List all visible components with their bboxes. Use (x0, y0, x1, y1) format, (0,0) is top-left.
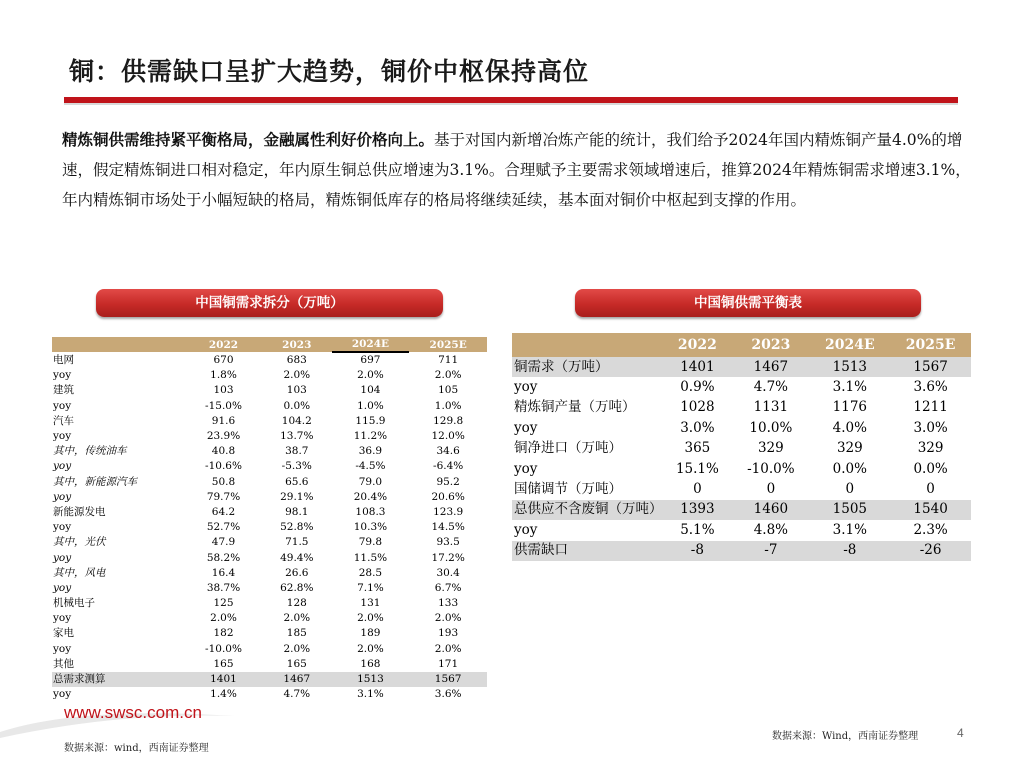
table-cell: 1.0% (434, 399, 462, 412)
table-cell: 2.3% (913, 521, 948, 538)
header-cell: 2024E (332, 337, 410, 352)
table-row (52, 581, 487, 596)
table-cell: 4.8% (753, 521, 789, 538)
table-cell: 0.0% (283, 399, 311, 412)
row-label: 其中，传统油车 (53, 445, 127, 458)
table-row (52, 490, 487, 505)
table-cell: 3.1% (832, 379, 867, 396)
table-cell: 165 (286, 657, 307, 670)
table-row (512, 541, 971, 561)
table-cell: 2.0% (283, 642, 311, 655)
table-cell: 125 (213, 597, 234, 610)
table-cell: 20.6% (431, 490, 465, 503)
table-row (52, 550, 487, 565)
table-cell: 4.7% (753, 379, 789, 396)
table-cell: 1540 (890, 500, 971, 520)
table-cell: 2.0% (283, 612, 311, 625)
table-cell: 1.0% (357, 399, 384, 412)
row-label: 铜净进口（万吨） (514, 440, 622, 457)
table-cell: 0.0% (913, 460, 948, 477)
table-cell: 3.0% (680, 419, 715, 436)
table-cell: -4.5% (355, 460, 386, 473)
table-cell: 28.5 (358, 566, 383, 579)
table-cell: 670 (213, 353, 234, 366)
table-row (52, 429, 487, 444)
table-cell: 131 (360, 597, 381, 610)
table-row (52, 626, 487, 641)
table-cell: 2.0% (357, 369, 384, 382)
table-row (512, 377, 971, 397)
table-cell: 10.3% (353, 521, 388, 534)
row-label: 建筑 (53, 384, 74, 397)
table-row (512, 398, 971, 418)
table-cell: 52.7% (206, 521, 241, 534)
table-cell: 697 (360, 354, 381, 367)
row-label: yoy (514, 521, 538, 538)
table-cell: 185 (286, 627, 307, 640)
table-cell: -6.4% (433, 460, 464, 473)
table-row (512, 500, 971, 520)
row-label: 机械电子 (53, 597, 95, 610)
table-cell: 6.7% (434, 581, 462, 594)
table-cell: 49.4% (280, 551, 314, 564)
table-cell: -7 (732, 541, 809, 561)
table-cell: 2.0% (357, 642, 384, 655)
table-cell: 0 (693, 481, 702, 498)
table-cell: 365 (684, 440, 711, 457)
table-cell: 2.0% (283, 369, 311, 382)
row-label: 其他 (53, 657, 74, 670)
table-cell: 36.9 (358, 445, 383, 458)
row-label: yoy (53, 642, 72, 655)
table-row (512, 520, 971, 540)
table-cell: 1513 (809, 357, 890, 377)
table-cell: 50.8 (211, 475, 236, 488)
table-cell: 0 (926, 481, 935, 498)
table-cell: 29.1% (280, 490, 314, 503)
table-row (52, 459, 487, 474)
table-cell: 1028 (680, 399, 715, 416)
table-cell: 38.7% (206, 581, 241, 594)
header-cell: 2023 (262, 337, 332, 352)
table-cell: 129.8 (433, 414, 464, 427)
table-cell: 2.0% (210, 612, 237, 625)
table-cell: 1.4% (210, 688, 237, 701)
table-row (52, 657, 487, 672)
table-cell: 683 (286, 353, 307, 366)
table-cell: 2.0% (434, 612, 462, 625)
table-cell: 0.9% (680, 379, 715, 396)
table-cell: 329 (757, 440, 784, 457)
table-cell: 11.2% (353, 430, 388, 443)
table-cell: 108.3 (355, 505, 386, 518)
table-cell: 1567 (890, 357, 971, 377)
table-cell: 0.0% (832, 460, 867, 477)
table-cell: 71.5 (285, 536, 309, 549)
table-cell: -26 (890, 541, 971, 561)
table-cell: 1467 (262, 672, 332, 687)
table-cell: 3.6% (434, 688, 462, 701)
table-row (52, 535, 487, 550)
table-row (52, 505, 487, 520)
table-cell: 103 (286, 384, 307, 397)
table-row (52, 642, 487, 657)
source-note-right: 数据来源：Wind，西南证券整理 (772, 731, 919, 742)
table-cell: 20.4% (353, 490, 388, 503)
table-cell: 23.9% (206, 430, 241, 443)
table-cell: 13.7% (280, 430, 314, 443)
row-label: 其中，光伏 (53, 536, 106, 549)
source-note-left: 数据来源：wind，西南证券整理 (64, 743, 209, 754)
table-cell: 14.5% (431, 521, 465, 534)
table-row (512, 479, 971, 499)
row-label: 汽车 (53, 414, 74, 427)
table-cell: 193 (438, 627, 459, 640)
table-cell: 7.1% (357, 581, 384, 594)
table-row (52, 475, 487, 490)
table-header-row (512, 333, 971, 357)
row-label: yoy (53, 399, 72, 412)
table-header-row (52, 337, 487, 352)
row-label: 总供应不含废铜（万吨） (512, 500, 663, 520)
table-cell: 711 (438, 353, 459, 366)
table-cell: 1513 (332, 672, 410, 687)
table-cell: 4.0% (832, 419, 867, 436)
table-cell: 189 (360, 627, 381, 640)
table-row (52, 611, 487, 626)
intro-bold: 精炼铜供需维持紧平衡格局，金融属性利好价格向上。 (62, 131, 435, 149)
row-label: 其中，风电 (53, 566, 106, 579)
table-cell: -10.6% (205, 460, 242, 473)
left-table-title: 中国铜需求拆分（万吨） (96, 289, 443, 317)
table-cell: 105 (438, 384, 459, 397)
row-label: 国储调节（万吨） (514, 481, 622, 498)
table-cell: 16.4 (211, 566, 236, 579)
table-cell: 38.7 (285, 445, 309, 458)
table-cell: -8 (809, 541, 890, 561)
table-cell: 17.2% (431, 551, 465, 564)
row-label: 总需求测算 (52, 672, 185, 687)
table-cell: 79.8 (358, 536, 383, 549)
row-label: yoy (514, 379, 538, 396)
table-cell: -10.0% (205, 642, 242, 655)
table-cell: 182 (213, 627, 234, 640)
table-cell: 103 (213, 384, 234, 397)
table-cell: -10.0% (747, 460, 795, 477)
header-cell: 2025E (409, 337, 487, 352)
website-link[interactable]: www.swsc.com.cn (64, 703, 202, 722)
table-cell: 10.0% (749, 419, 793, 436)
table-cell: 91.6 (211, 414, 236, 427)
table-cell: 168 (360, 657, 381, 670)
intro-text: 基于对国内新增冶炼产能的统计，我们给予2024年国内精炼铜产量4.0%的增速，假定精炼铜进口相对稳定，年内原生铜总供应增速为3.1%。合理赋予主要需求领域增速后，推算2024年精炼铜需求增速3.1%，年内精炼铜市场处于小幅短缺的格局，精炼铜低库存的格局将继续延续，基本面对铜价中枢起到支撑的作用。 (62, 131, 971, 209)
row-label: yoy (53, 490, 72, 503)
table-cell: 171 (438, 657, 459, 670)
table-cell: -8 (663, 541, 733, 561)
table-row (52, 399, 487, 414)
table-row (52, 520, 487, 535)
row-label: 其中，新能源汽车 (53, 475, 137, 488)
table-cell: 58.2% (206, 551, 241, 564)
header-cell: 2023 (732, 333, 809, 357)
right-table-title: 中国铜供需平衡表 (575, 289, 921, 317)
table-cell: 79.7% (206, 490, 241, 503)
table-cell: 1.8% (210, 369, 237, 382)
header-cell (512, 333, 663, 357)
row-label: yoy (53, 369, 72, 382)
table-cell: 5.1% (680, 521, 715, 538)
copper-balance-table (512, 333, 971, 561)
table-cell: 4.7% (283, 688, 311, 701)
table-cell: 3.1% (832, 521, 867, 538)
copper-demand-table-body (52, 352, 487, 702)
table-cell: 329 (917, 440, 944, 457)
table-cell: 34.6 (436, 445, 460, 458)
table-row (52, 368, 487, 383)
row-label: yoy (53, 688, 72, 701)
row-label: yoy (53, 430, 72, 443)
row-label: 新能源发电 (53, 505, 106, 518)
table-cell: 165 (213, 657, 234, 670)
table-cell: 104.2 (281, 414, 312, 427)
row-label: yoy (53, 581, 72, 594)
table-cell: 98.1 (285, 505, 309, 518)
row-label: 家电 (53, 627, 74, 640)
table-row (52, 414, 487, 429)
table-row (52, 383, 487, 398)
row-label: yoy (53, 460, 72, 473)
table-cell: 1467 (732, 357, 809, 377)
table-cell: 1567 (409, 672, 487, 687)
table-row (52, 566, 487, 581)
copper-demand-table (52, 337, 487, 702)
table-cell: 123.9 (433, 505, 464, 518)
table-cell: 62.8% (280, 581, 314, 594)
table-cell: 0 (845, 481, 855, 498)
table-cell: 26.6 (285, 566, 309, 579)
table-row (512, 459, 971, 479)
header-cell: 2022 (185, 337, 262, 352)
header-cell: 2025E (890, 333, 971, 357)
table-cell: 1460 (732, 500, 809, 520)
table-cell: 12.0% (431, 430, 465, 443)
row-label: 精炼铜产量（万吨） (514, 399, 636, 416)
table-cell: 0 (766, 481, 776, 498)
table-row (52, 444, 487, 459)
title-underline-shadow (64, 103, 958, 105)
row-label: yoy (514, 460, 538, 477)
table-cell: 95.2 (436, 475, 460, 488)
table-cell: 3.1% (357, 688, 384, 701)
table-row (52, 596, 487, 611)
table-cell: 1401 (663, 357, 733, 377)
table-cell: 1131 (753, 399, 789, 416)
table-cell: 2.0% (434, 642, 462, 655)
table-row (512, 357, 971, 377)
table-cell: 3.0% (913, 419, 948, 436)
table-cell: 1211 (913, 399, 948, 416)
page-title: 铜：供需缺口呈扩大趋势，铜价中枢保持高位 (69, 57, 590, 86)
table-cell: 2.0% (357, 612, 384, 625)
table-cell: 329 (836, 440, 863, 457)
table-row (512, 439, 971, 459)
page-number: 4 (957, 726, 964, 740)
table-cell: 15.1% (675, 460, 719, 477)
table-cell: 2.0% (434, 369, 462, 382)
table-cell: 3.6% (913, 379, 948, 396)
table-cell: 52.8% (280, 521, 314, 534)
table-cell: 128 (286, 597, 307, 610)
table-row (512, 418, 971, 438)
table-cell: 1505 (809, 500, 890, 520)
table-cell: 40.8 (211, 445, 236, 458)
table-cell: 133 (438, 597, 459, 610)
intro-paragraph (62, 125, 980, 215)
table-cell: 115.9 (355, 414, 386, 427)
row-label: 铜需求（万吨） (512, 357, 663, 377)
table-cell: 79.0 (358, 475, 383, 488)
table-cell: -5.3% (281, 460, 312, 473)
copper-balance-table-body (512, 357, 971, 561)
table-cell: 64.2 (211, 505, 236, 518)
table-cell: 65.6 (285, 475, 309, 488)
row-label: yoy (514, 419, 538, 436)
table-row (52, 352, 487, 368)
table-row (52, 672, 487, 687)
header-cell: 2022 (663, 333, 733, 357)
table-cell: 30.4 (436, 566, 460, 579)
row-label: 供需缺口 (512, 541, 663, 561)
table-cell: 11.5% (353, 551, 388, 564)
row-label: 电网 (53, 353, 74, 366)
row-label: yoy (53, 551, 72, 564)
table-cell: -15.0% (205, 399, 242, 412)
row-label: yoy (53, 612, 72, 625)
table-cell: 1401 (185, 672, 262, 687)
table-cell: 1176 (832, 399, 867, 416)
table-cell: 93.5 (436, 536, 460, 549)
table-cell: 104 (360, 384, 381, 397)
header-cell (52, 337, 185, 352)
header-cell: 2024E (809, 333, 890, 357)
table-cell: 1393 (663, 500, 733, 520)
row-label: yoy (53, 521, 72, 534)
table-cell: 47.9 (211, 536, 236, 549)
